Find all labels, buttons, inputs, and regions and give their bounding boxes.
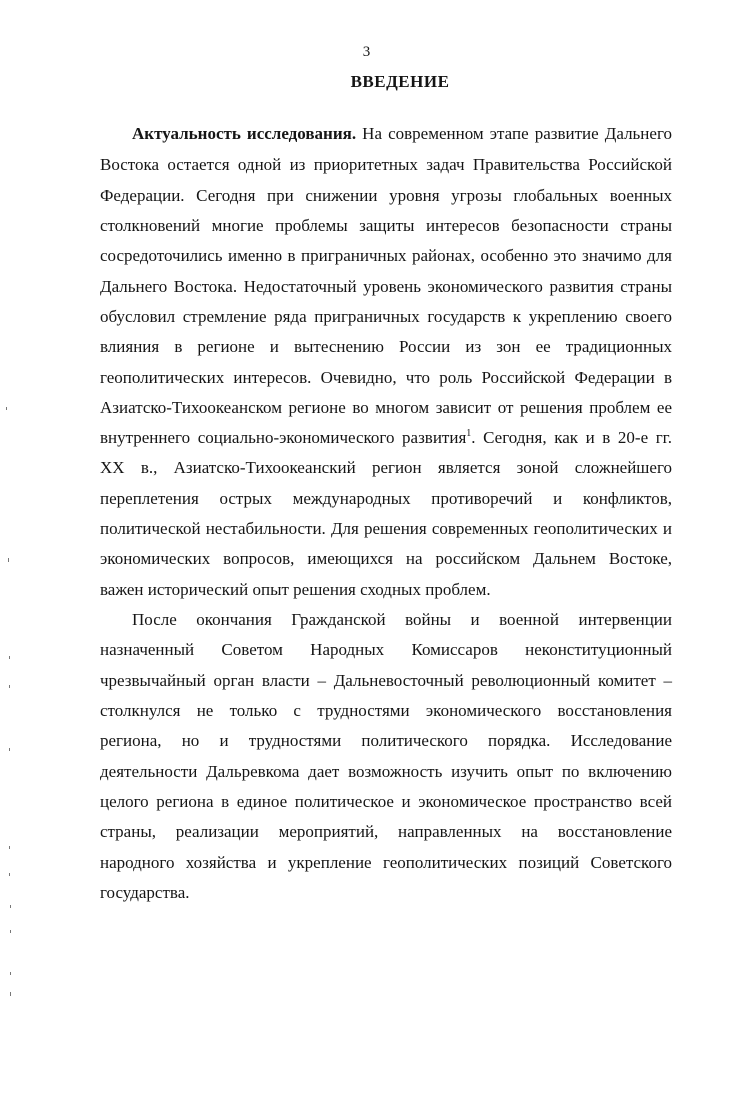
- paragraph-2-line-4: столкнулся не только с трудностями экономического восстановления: [100, 701, 672, 720]
- paragraph-1-line-4: столкновений многие проблемы защиты интересов безопасности страны: [100, 216, 672, 235]
- paragraph-1-line-10: Азиатско-Тихоокеанском регионе во многом зависит от решения проблем ее: [100, 398, 672, 417]
- page-number: 3: [362, 44, 371, 60]
- paragraph-2-line-8: страны, реализации мероприятий, направленных на восстановление: [100, 822, 672, 841]
- paragraph-1-line-6: Дальнего Востока. Недостаточный уровень экономического развития страны: [100, 277, 672, 296]
- scan-speck: [9, 685, 10, 688]
- paragraph-1-line-5: сосредоточились именно в приграничных районах, особенно это значимо для: [100, 246, 672, 265]
- scan-speck: [9, 873, 10, 876]
- paragraph-1-line-1-text: На современном этапе развитие Дальнего: [356, 124, 672, 143]
- paragraph-1-line-15: экономических вопросов, имеющихся на российском Дальнем Востоке,: [100, 549, 672, 568]
- scan-speck: [10, 992, 11, 996]
- paragraph-1-line-1: [132, 123, 672, 145]
- scan-speck: [10, 930, 11, 933]
- paragraph-2-line-7: целого региона в единое политическое и экономическое пространство всей: [100, 792, 672, 811]
- paragraph-1-line-7: обусловил стремление ряда приграничных государств к укреплению своего: [100, 307, 672, 326]
- paragraph-2-line-9: народного хозяйства и укрепление геополитических позиций Советского: [100, 853, 672, 872]
- paragraph-1-line-12: XX в., Азиатско-Тихоокеанский регион является зоной сложнейшего: [100, 458, 672, 477]
- paragraph-1-line-2: Востока остается одной из приоритетных задач Правительства Российской: [100, 155, 672, 174]
- scan-speck: [9, 656, 10, 659]
- paragraph-2-line-6: деятельности Дальревкома дает возможность изучить опыт по включению: [100, 762, 672, 781]
- paragraph-1-line-16: важен исторический опыт решения сходных проблем.: [100, 580, 491, 599]
- scan-speck: [9, 748, 10, 751]
- paragraph-1-line-9: геополитических интересов. Очевидно, что роль Российской Федерации в: [100, 368, 672, 387]
- page-title: ВВЕДЕНИЕ: [350, 72, 450, 91]
- paragraph-1-line-14: политической нестабильности. Для решения современных геополитических и: [100, 519, 672, 538]
- paragraph-1-line-11: [100, 427, 672, 449]
- paragraph-1-line-11-tail: . Сегодня, как и в 20-е гг.: [471, 428, 672, 447]
- scan-speck: [6, 407, 7, 410]
- paragraph-1-lead: Актуальность исследования.: [132, 124, 357, 143]
- paragraph-1-line-13: переплетения острых международных противоречий и конфликтов,: [100, 489, 672, 508]
- scan-speck: [8, 558, 9, 562]
- paragraph-2-line-5: региона, но и трудностями политического порядка. Исследование: [100, 731, 672, 750]
- paragraph-2-line-3: чрезвычайный орган власти – Дальневосточный революционный комитет –: [100, 671, 672, 690]
- footnote-ref-1[interactable]: 1: [466, 428, 472, 439]
- paragraph-1-line-3: Федерации. Сегодня при снижении уровня угрозы глобальных военных: [100, 186, 672, 205]
- scan-speck: [10, 905, 11, 908]
- paragraph-2-line-10: государства.: [100, 883, 190, 902]
- scan-speck: [9, 846, 10, 849]
- scan-speck: [10, 972, 11, 975]
- paragraph-2-line-1: После окончания Гражданской войны и военной интервенции: [132, 610, 672, 629]
- paragraph-1-line-11-text: внутреннего социально-экономического развития: [100, 428, 467, 447]
- paragraph-2-line-2: назначенный Советом Народных Комиссаров неконституционный: [100, 640, 672, 659]
- paragraph-1-line-8: влияния в регионе и вытеснению России из зон ее традиционных: [100, 337, 672, 356]
